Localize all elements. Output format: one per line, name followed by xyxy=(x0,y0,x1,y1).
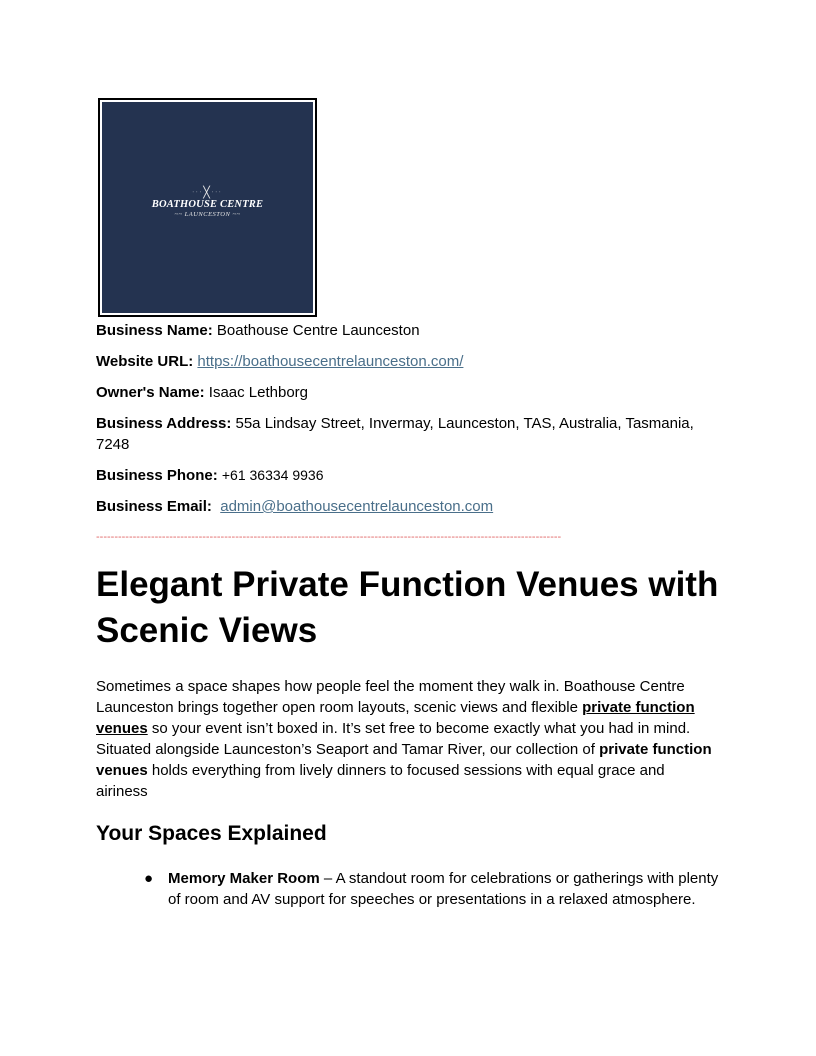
logo-background xyxy=(102,102,313,313)
intro-paragraph xyxy=(96,676,720,802)
business-address-row xyxy=(96,413,720,455)
logo-subtitle: ~~ LAUNCESTON ~~ xyxy=(174,211,241,219)
business-name-row xyxy=(96,320,720,341)
intro-text-1: Sometimes a space shapes how people feel the moment they walk in. Boathouse Centre Launceston brings together open room layouts, scenic views and flexible xyxy=(96,678,685,716)
page-title: Elegant Private Function Venues with Scenic Views xyxy=(96,565,719,650)
crossed-oars-icon: ···╳··· xyxy=(192,185,223,199)
website-url-label: Website URL: xyxy=(96,353,194,370)
business-email-label: Business Email: xyxy=(96,498,212,515)
list-item xyxy=(144,868,720,910)
space-description: – A standout room for celebrations or gatherings with plenty of room and AV support for speeches or presentations in a relaxed atmosphere. xyxy=(168,870,719,908)
owner-name-value: Isaac Lethborg xyxy=(208,384,309,401)
business-address-value: 55a Lindsay Street, Invermay, Launceston, TAS, Australia, Tasmania, 7248 xyxy=(96,415,694,453)
website-url-link[interactable]: https://boathousecentrelaunceston.com/ xyxy=(197,353,464,370)
business-email-link[interactable]: admin@boathousecentrelaunceston.com xyxy=(220,498,494,515)
spaces-list xyxy=(144,868,720,910)
business-name-value: Boathouse Centre Launceston xyxy=(216,322,420,339)
business-email-row xyxy=(96,496,720,517)
business-phone-value: +61 36334 9936 xyxy=(221,467,324,483)
intro-text-2: so your event isn’t boxed in. It’s set free to become exactly what you had in mind. Situated alongside Launceston’s Seaport and Tamar River, our collection of xyxy=(96,720,691,758)
business-address-label: Business Address: xyxy=(96,415,232,432)
business-name-label: Business Name: xyxy=(96,322,213,339)
owner-name-row xyxy=(96,382,720,403)
business-phone-label: Business Phone: xyxy=(96,467,218,484)
website-url-row xyxy=(96,351,720,372)
private-function-venues-link[interactable]: private function venues xyxy=(96,699,695,737)
owner-name-label: Owner's Name: xyxy=(96,384,205,401)
section-divider: ------------------------------------------------------------------------------------------------------------------------------- xyxy=(96,531,562,543)
business-phone-row xyxy=(96,465,720,486)
intro-bold-text: private function venues xyxy=(96,741,712,779)
business-logo xyxy=(98,98,317,317)
bullet-icon: ● xyxy=(144,870,154,887)
space-name: Memory Maker Room xyxy=(168,870,320,887)
section-heading: Your Spaces Explained xyxy=(96,822,327,845)
intro-text-3: holds everything from lively dinners to focused sessions with equal grace and airiness xyxy=(96,762,665,800)
logo-name: BOATHOUSE CENTRE xyxy=(151,199,264,211)
